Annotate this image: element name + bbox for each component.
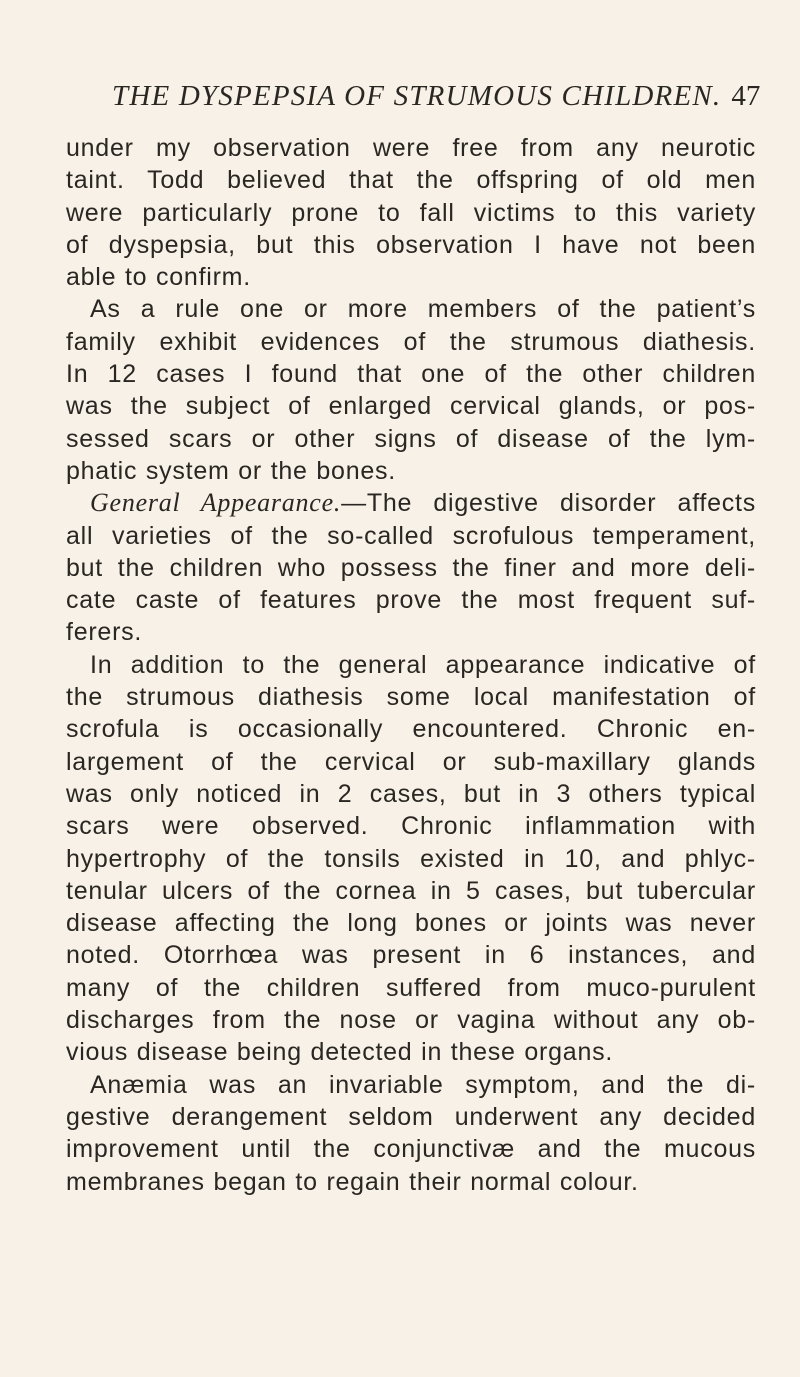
text-line: scrofula is occasionally encountered. Chronic en- (66, 715, 756, 744)
page-number: 47 (731, 80, 761, 112)
text-line: many of the children suffered from muco-purulent (66, 973, 756, 1002)
running-header (112, 78, 761, 114)
text-line: was the subject of enlarged cervical glands, or pos- (66, 392, 756, 421)
text-line: ferers. (66, 618, 143, 647)
text-line: noted. Otorrhœa was present in 6 instances, and (66, 941, 756, 970)
text-line: General Appearance.—The digestive disorder affects (90, 488, 756, 518)
text-line: were particularly prone to fall victims to this variety (66, 198, 756, 227)
text-line: improvement until the conjunctivæ and the mucous (66, 1135, 756, 1164)
text-line: disease affecting the long bones or joints was never (66, 909, 756, 938)
text-line: cate caste of features prove the most frequent suf- (66, 586, 756, 615)
text-line: scars were observed. Chronic inflammation with (66, 812, 756, 841)
text-line: taint. Todd believed that the offspring of old men (66, 166, 756, 195)
text-line: As a rule one or more members of the patient’s (90, 295, 756, 324)
section-heading: General Appearance. (90, 488, 342, 518)
text-line: largement of the cervical or sub-maxillary glands (66, 747, 756, 776)
text-line: membranes began to regain their normal colour. (66, 1167, 639, 1196)
text-line: In addition to the general appearance indicative of (90, 650, 756, 679)
text-line: In 12 cases I found that one of the other children (66, 360, 756, 389)
running-title: THE DYSPEPSIA OF STRUMOUS CHILDREN. (112, 80, 722, 112)
text-line: of dyspepsia, but this observation I have not been (66, 230, 756, 259)
text-line: phatic system or the bones. (66, 456, 396, 485)
text-line: vious disease being detected in these organs. (66, 1038, 614, 1067)
text-line: family exhibit evidences of the strumous diathesis. (66, 327, 756, 356)
text-line: able to confirm. (66, 263, 251, 292)
text-line: hypertrophy of the tonsils existed in 10, and phlyc- (66, 844, 756, 873)
text-line: Anæmia was an invariable symptom, and the di- (90, 1070, 756, 1099)
text-line: discharges from the nose or vagina without any ob- (66, 1006, 756, 1035)
body-text (66, 132, 756, 1198)
text-line: tenular ulcers of the cornea in 5 cases, but tubercular (66, 876, 756, 905)
text-line: gestive derangement seldom underwent any decided (66, 1102, 756, 1131)
text-line: sessed scars or other signs of disease of the lym- (66, 424, 756, 453)
text-line: the strumous diathesis some local manifestation of (66, 683, 756, 712)
text-line: but the children who possess the finer and more deli- (66, 553, 756, 582)
text-line: all varieties of the so-called scrofulous temperament, (66, 521, 756, 550)
text-line: under my observation were free from any neurotic (66, 134, 756, 162)
text-line: was only noticed in 2 cases, but in 3 others typical (66, 779, 756, 808)
